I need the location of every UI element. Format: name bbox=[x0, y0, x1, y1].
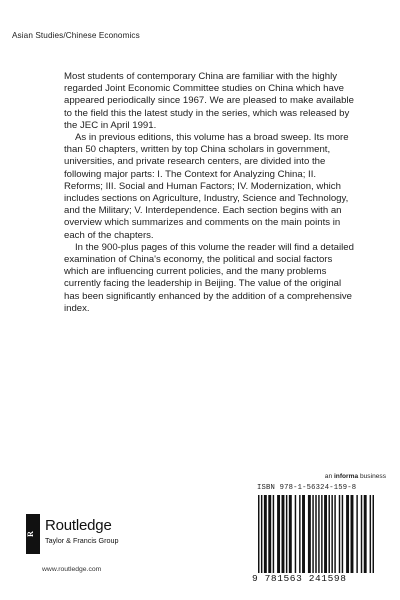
informa-prefix: an bbox=[324, 473, 334, 480]
barcode-bar bbox=[334, 495, 335, 573]
barcode-bar bbox=[318, 495, 319, 573]
barcode-bar bbox=[286, 495, 287, 573]
routledge-wordmark: Routledge bbox=[45, 517, 112, 534]
isbn-label: ISBN 978-1-56324-159-8 bbox=[257, 484, 357, 492]
blurb-paragraph-2: As in previous editions, this volume has a broad sweep. Its more than 50 chapters, written by top China scholars in government, universities, and private research centers, are divided into the following major parts: I. The Context for Analyzing China; II. Reforms; III. Social and Human Factors; IV. Modernization, which includes sections on Agriculture, Industry, Science and Technology, and the Military; V. Interdependence. Each section begins with an overview which summarizes and comments on the main points in each of the chapters. bbox=[64, 132, 349, 241]
barcode-bar bbox=[295, 495, 296, 573]
taylor-francis-group: Taylor & Francis Group bbox=[45, 536, 119, 545]
informa-word: informa bbox=[333, 473, 359, 480]
barcode-bar bbox=[328, 495, 329, 573]
barcode-bar bbox=[356, 495, 357, 573]
barcode-bar bbox=[351, 495, 354, 573]
barcode-bar bbox=[268, 495, 271, 573]
barcode-bar bbox=[324, 495, 327, 573]
barcode-bar bbox=[264, 495, 267, 573]
back-cover-blurb bbox=[64, 71, 356, 315]
barcode-bar bbox=[299, 495, 300, 573]
isbn-barcode bbox=[252, 495, 380, 573]
barcode-bar bbox=[302, 495, 305, 573]
informa-suffix: business bbox=[358, 473, 386, 480]
routledge-logo bbox=[26, 514, 144, 560]
barcode-bar bbox=[361, 495, 362, 573]
informa-business-tagline bbox=[325, 473, 386, 480]
svg-text:R: R bbox=[26, 531, 35, 537]
barcode-bar bbox=[258, 495, 259, 573]
barcode-bar bbox=[273, 495, 274, 573]
barcode-bar bbox=[342, 495, 343, 573]
blurb-paragraph-1: Most students of contemporary China are familiar with the highly regarded Joint Economic Committee studies on China which have appeared periodically since 1967. We are pleased to make available to the field this the latest study in the series, which was released by the JEC in April 1991. bbox=[64, 71, 354, 131]
blurb-paragraph-3: In the 900-plus pages of this volume the reader will find a detailed examination of China's economy, the political and social factors which are influencing current policies, and the many problems currently facing the leadership in Beijing. The value of the original has been significantly enhanced by the addition of a comprehensive index. bbox=[64, 241, 354, 314]
barcode-bar bbox=[346, 495, 349, 573]
barcode-bar bbox=[315, 495, 316, 573]
barcode-bar bbox=[364, 495, 367, 573]
series-category: Asian Studies/Chinese Economics bbox=[12, 31, 140, 40]
barcode-bar bbox=[373, 495, 374, 573]
barcode-bar bbox=[331, 495, 332, 573]
barcode-bar bbox=[308, 495, 311, 573]
routledge-r-icon bbox=[26, 514, 40, 554]
barcode-bar bbox=[370, 495, 371, 573]
barcode-bar bbox=[289, 495, 292, 573]
barcode-bar bbox=[277, 495, 280, 573]
barcode-digits: 9 781563 241598 bbox=[252, 573, 347, 584]
publisher-website: www.routledge.com bbox=[42, 566, 102, 573]
barcode-bar bbox=[281, 495, 284, 573]
barcode-bar bbox=[339, 495, 340, 573]
barcode-bar bbox=[261, 495, 262, 573]
barcode-bar bbox=[312, 495, 313, 573]
barcode-bar bbox=[321, 495, 322, 573]
